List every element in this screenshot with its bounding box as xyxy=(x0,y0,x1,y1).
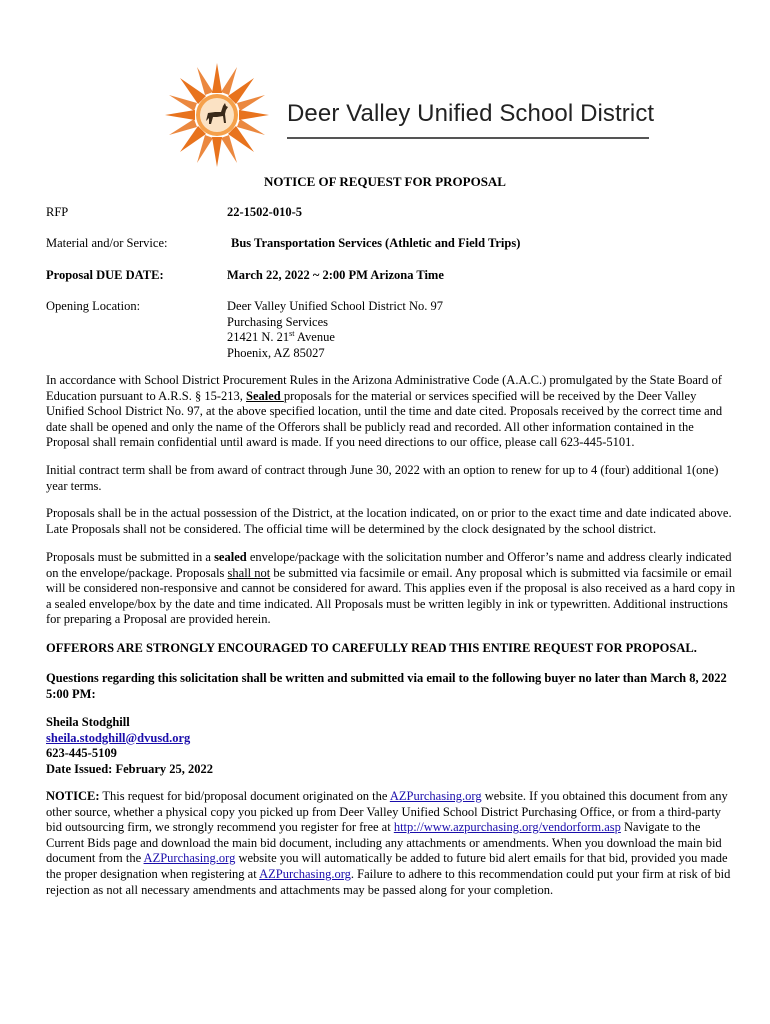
notice-title: NOTICE OF REQUEST FOR PROPOSAL xyxy=(264,174,506,189)
district-logo xyxy=(160,58,660,168)
due-date-value: March 22, 2022 ~ 2:00 PM Arizona Time xyxy=(227,268,444,282)
azpurchasing-link[interactable]: AZPurchasing.org xyxy=(389,789,482,803)
contract-term-paragraph: Initial contract term shall be from award of contract through June 30, 2022 with an option to renew for up to 4 (four) additional 1(one) year terms. xyxy=(46,463,719,493)
material-value: Bus Transportation Services (Athletic and Field Trips) xyxy=(231,236,521,250)
opening-address xyxy=(227,299,443,361)
vendor-registration-link[interactable]: http://www.azpurchasing.org/vendorform.asp xyxy=(393,820,621,835)
date-issued: Date Issued: February 25, 2022 xyxy=(46,761,214,776)
header-rule xyxy=(287,137,649,139)
contact-name: Sheila Stodghill xyxy=(46,715,130,729)
rfp-label: RFP xyxy=(46,205,69,219)
material-label: Material and/or Service: xyxy=(46,236,168,250)
encouragement-notice: OFFERORS ARE STRONGLY ENCOURAGED TO CAREFULLY READ THIS ENTIRE REQUEST FOR PROPOSAL. xyxy=(46,641,697,655)
azpurchasing-link[interactable]: AZPurchasing.org xyxy=(143,851,236,866)
contact-block xyxy=(46,715,736,777)
procurement-paragraph: In accordance with School District Procurement Rules in the Arizona Administrative Code (A.A.C.) promulgated by the State Board of Education pursuant to A.R.S. § 15-213, Sealed proposals for the material or services specified will be received by the Deer Valley Unified School District No. 97, at the above specified location, until the time and date cited. Proposals received by the correct time and date shall be opened and only the name of the Offerors shall be publicly read and recorded. All other information contained in the Proposal shall remain confidential until award is made. If you need directions to our office, please call 623-445-5101. xyxy=(46,373,723,450)
contact-email-link[interactable]: sheila.stodghill@dvusd.org xyxy=(46,730,191,745)
address-line: Purchasing Services xyxy=(227,314,329,329)
address-line: 21421 N. 21st Avenue xyxy=(227,328,335,344)
azpurchasing-link[interactable]: AZPurchasing.org xyxy=(259,866,351,881)
address-line: Phoenix, AZ 85027 xyxy=(227,345,325,360)
address-line: Deer Valley Unified School District No. 97 xyxy=(227,299,444,313)
azpurchasing-notice: NOTICE: This request for bid/proposal document originated on the AZPurchasing.org website. If you obtained this document from any other source, whether a physical copy you picked up from Deer Valley Unified School District Purchasing Office, or from a third-party bid outsourcing firm, we strongly recommend you register for free at http://www.azpurchasing.org/vendorform.asp Navigate to the Current Bids page and download the main bid document, including any attachments or amendments. When you download the main bid document from the AZPurchasing.org website you will automatically be added to future bid alert emails for that bid, provided you made the proper designation when registering at AZPurchasing.org. Failure to adhere to this recommendation could put your firm at risk of bid rejection as not all necessary amendments and attachments may be passed along for your completion. xyxy=(46,789,731,897)
district-name: Deer Valley Unified School District xyxy=(287,100,655,127)
rfp-value: 22-1502-010-5 xyxy=(227,205,302,219)
notice-label: NOTICE: xyxy=(46,789,100,803)
sun-deer-icon xyxy=(160,58,290,168)
possession-paragraph: Proposals shall be in the actual possession of the District, at the location indicated, on or prior to the exact time and date indicated above. Late Proposals shall not be considered. The official time will be determined by the clock designated by the school district. xyxy=(46,506,732,536)
opening-location-label: Opening Location: xyxy=(46,299,141,313)
questions-paragraph: Questions regarding this solicitation shall be written and submitted via email to the following buyer no later than March 8, 2022 5:00 PM: xyxy=(46,671,727,701)
submission-paragraph: Proposals must be submitted in a sealed envelope/package with the solicitation number and Offeror’s name and address clearly indicated on the envelope/package. Proposals shall not be submitted via facsimile or email. Any proposal which is submitted via facsimile or email will be considered non-responsive and cannot be considered for award. This applies even if the proposal is also received as a hard copy in a sealed envelope/box by the date and time indicated. All Proposals must be written legibly in ink or typewritten. Additional instructions for preparing a Proposal are provided herein. xyxy=(46,550,736,627)
due-date-label: Proposal DUE DATE: xyxy=(46,268,164,282)
contact-phone: 623-445-5109 xyxy=(46,746,117,761)
